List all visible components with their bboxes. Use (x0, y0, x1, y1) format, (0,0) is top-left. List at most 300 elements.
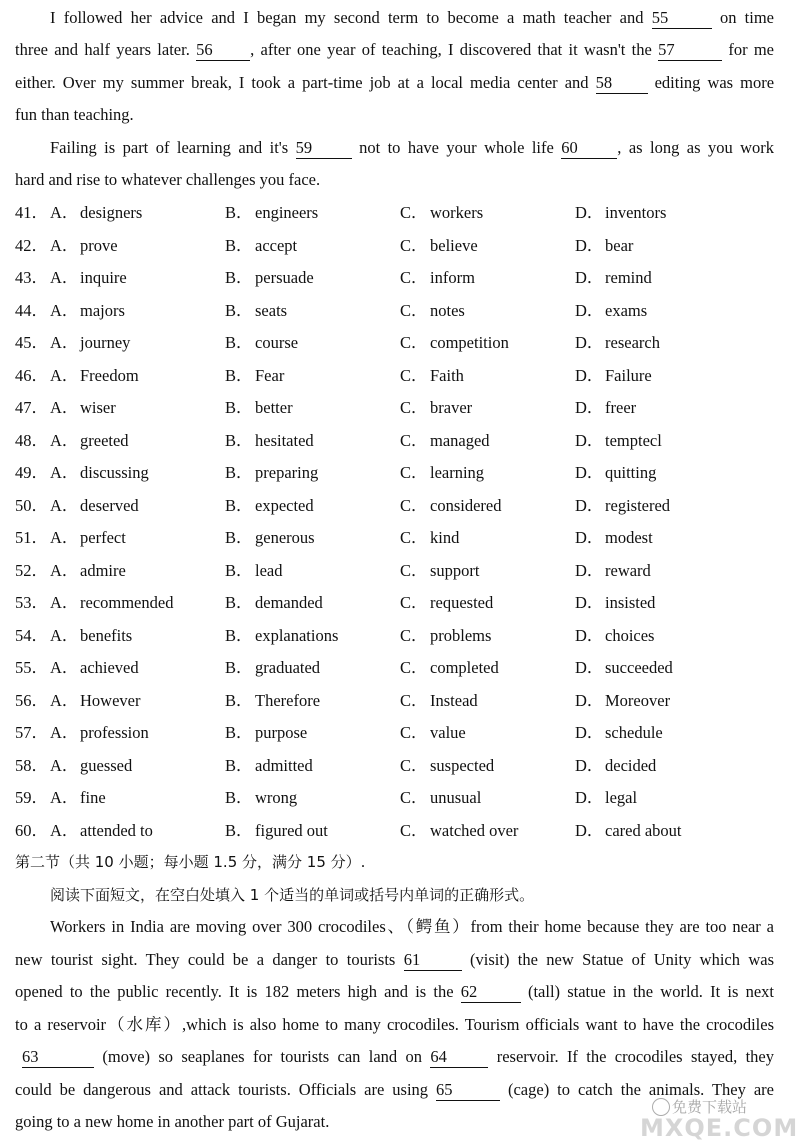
option-letter: B． (225, 203, 253, 222)
option-text: requested (430, 593, 494, 612)
blank-64: 64 (430, 1047, 488, 1068)
question-number: 54． (15, 626, 48, 645)
text: three and half years later. (15, 40, 190, 59)
blank-63: 63 (22, 1047, 94, 1068)
option-text: guessed (80, 756, 133, 775)
option-text: accept (255, 236, 298, 255)
option-text: cared about (605, 821, 682, 840)
option-letter: A． (50, 528, 79, 547)
option-b (225, 559, 282, 583)
option-text: competition (430, 333, 509, 352)
option-text: problems (430, 626, 492, 645)
option-letter: A． (50, 626, 79, 645)
question-number: 44． (15, 301, 48, 320)
option-text: bear (605, 236, 634, 255)
option-letter: D． (575, 398, 604, 417)
option-b (225, 656, 320, 680)
question-number: 45． (15, 333, 48, 352)
option-a (50, 721, 149, 745)
option-d (575, 591, 655, 615)
option-d (575, 201, 666, 225)
option-letter: D． (575, 626, 604, 645)
question-number: 49． (15, 463, 48, 482)
option-d (575, 364, 652, 388)
option-text: believe (430, 236, 478, 255)
option-d (575, 299, 647, 323)
option-a (50, 396, 116, 420)
option-c (400, 461, 484, 485)
option-text: decided (605, 756, 657, 775)
option-c (400, 819, 518, 843)
option-text: suspected (430, 756, 495, 775)
text: Workers in India are moving over 300 crocodiles、（鳄鱼）from their home because they are too near a (50, 917, 774, 936)
option-letter: B． (225, 463, 253, 482)
option-text: Moreover (605, 691, 671, 710)
option-letter: A． (50, 268, 79, 287)
option-d (575, 786, 637, 810)
option-c (400, 526, 459, 550)
text: new tourist sight. They could be a danger to tourists (15, 950, 396, 969)
question-number: 47． (15, 398, 48, 417)
option-b (225, 364, 284, 388)
option-letter: B． (225, 496, 253, 515)
option-a (50, 364, 139, 388)
blank-59: 59 (296, 138, 352, 159)
option-letter: A． (50, 366, 79, 385)
option-letter: B． (225, 398, 253, 417)
option-text: fine (80, 788, 106, 807)
option-b (225, 624, 338, 648)
option-text: registered (605, 496, 671, 515)
option-text: graduated (255, 658, 321, 677)
option-text: However (80, 691, 141, 710)
option-letter: A． (50, 561, 79, 580)
option-b (225, 396, 293, 420)
option-d (575, 819, 682, 843)
blank-57: 57 (658, 40, 722, 61)
text: could be dangerous and attack tourists. Officials are using (15, 1080, 429, 1099)
option-letter: B． (225, 658, 253, 677)
option-c (400, 396, 472, 420)
option-c (400, 624, 491, 648)
section2-line-4 (15, 1013, 774, 1037)
option-text: learning (430, 463, 485, 482)
option-letter: C． (400, 398, 428, 417)
question-number: 58． (15, 756, 48, 775)
text: for me (728, 40, 775, 59)
text: (visit) the new Statue of Unity which was (470, 950, 775, 969)
option-a (50, 461, 149, 485)
option-a (50, 494, 139, 518)
option-letter: D． (575, 366, 604, 385)
option-letter: D． (575, 463, 604, 482)
option-letter: B． (225, 333, 253, 352)
option-text: wiser (80, 398, 116, 417)
option-text: better (255, 398, 293, 417)
option-letter: A． (50, 301, 79, 320)
option-letter: B． (225, 756, 253, 775)
option-a (50, 201, 142, 225)
option-letter: A． (50, 203, 79, 222)
option-text: inform (430, 268, 475, 287)
option-letter: B． (225, 561, 253, 580)
option-c (400, 656, 499, 680)
question-number: 52． (15, 561, 48, 580)
option-text: admitted (255, 756, 313, 775)
option-d (575, 754, 656, 778)
option-b (225, 331, 298, 355)
option-a (50, 299, 125, 323)
option-letter: B． (225, 626, 253, 645)
option-text: exams (605, 301, 648, 320)
option-a (50, 624, 132, 648)
option-letter: C． (400, 528, 428, 547)
question-number: 43． (15, 268, 48, 287)
option-b (225, 266, 314, 290)
option-letter: A． (50, 788, 79, 807)
option-text: wrong (255, 788, 298, 807)
option-letter: D． (575, 236, 604, 255)
passage-line-2 (15, 38, 774, 62)
option-text: demanded (255, 593, 323, 612)
option-letter: D． (575, 723, 604, 742)
option-text: Faith (430, 366, 464, 385)
option-text: preparing (255, 463, 319, 482)
blank-61: 61 (404, 950, 462, 971)
option-b (225, 689, 320, 713)
option-text: benefits (80, 626, 133, 645)
option-text: legal (605, 788, 638, 807)
option-letter: A． (50, 236, 79, 255)
option-c (400, 754, 494, 778)
option-c (400, 234, 478, 258)
option-d (575, 494, 670, 518)
option-c (400, 299, 465, 323)
option-letter: C． (400, 301, 428, 320)
text: opened to the public recently. It is 182 meters high and is the (15, 982, 454, 1001)
option-c (400, 559, 480, 583)
option-letter: D． (575, 691, 604, 710)
question-number: 59． (15, 788, 48, 807)
option-text: explanations (255, 626, 339, 645)
watermark-site: 免费下载站 (672, 1098, 748, 1116)
option-b (225, 429, 314, 453)
option-letter: B． (225, 788, 253, 807)
option-text: Failure (605, 366, 652, 385)
option-letter: D． (575, 821, 604, 840)
blank-56: 56 (196, 40, 250, 61)
option-text: notes (430, 301, 465, 320)
option-text: prove (80, 236, 118, 255)
option-letter: B． (225, 236, 253, 255)
option-letter: B． (225, 301, 253, 320)
section2-instruction: 阅读下面短文，在空白处填入 1 个适当的单词或括号内单词的正确形式。 (50, 886, 535, 904)
option-text: modest (605, 528, 653, 547)
option-letter: B． (225, 691, 253, 710)
option-letter: D． (575, 301, 604, 320)
option-a (50, 331, 130, 355)
question-number: 41． (15, 203, 48, 222)
option-letter: A． (50, 431, 79, 450)
option-letter: D． (575, 593, 604, 612)
option-text: figured out (255, 821, 328, 840)
option-text: inquire (80, 268, 127, 287)
option-text: reward (605, 561, 651, 580)
text: , as long as you work (617, 138, 775, 157)
option-a (50, 591, 173, 615)
option-letter: D． (575, 203, 604, 222)
option-letter: B． (225, 431, 253, 450)
option-c (400, 201, 483, 225)
option-text: kind (430, 528, 460, 547)
option-text: completed (430, 658, 499, 677)
option-letter: D． (575, 268, 604, 287)
option-b (225, 234, 297, 258)
option-text: majors (80, 301, 125, 320)
question-number: 51． (15, 528, 48, 547)
option-letter: D． (575, 561, 604, 580)
option-text: value (430, 723, 466, 742)
option-letter: C． (400, 431, 428, 450)
option-b (225, 819, 328, 843)
option-c (400, 494, 501, 518)
option-letter: C． (400, 626, 428, 645)
option-letter: B． (225, 268, 253, 287)
option-text: deserved (80, 496, 139, 515)
question-number: 50． (15, 496, 48, 515)
passage-line-1 (50, 6, 774, 30)
section2-line-5 (22, 1045, 774, 1069)
option-d (575, 331, 660, 355)
option-letter: C． (400, 593, 428, 612)
option-letter: C． (400, 723, 428, 742)
option-c (400, 364, 464, 388)
option-letter: C． (400, 496, 428, 515)
option-c (400, 591, 493, 615)
option-d (575, 559, 651, 583)
option-b (225, 461, 318, 485)
option-b (225, 591, 323, 615)
option-text: admire (80, 561, 126, 580)
option-a (50, 689, 140, 713)
question-number: 53． (15, 593, 48, 612)
option-letter: A． (50, 463, 79, 482)
option-c (400, 721, 466, 745)
option-letter: C． (400, 821, 428, 840)
option-letter: A． (50, 658, 79, 677)
option-d (575, 461, 656, 485)
section2-line-3 (15, 980, 774, 1004)
option-letter: A． (50, 691, 79, 710)
option-a (50, 786, 106, 810)
option-letter: D． (575, 658, 604, 677)
option-c (400, 689, 478, 713)
text: either. Over my summer break, I took a part-time job at a local media center and (15, 73, 589, 92)
option-letter: A． (50, 723, 79, 742)
option-text: persuade (255, 268, 314, 287)
option-text: research (605, 333, 660, 352)
option-text: managed (430, 431, 490, 450)
option-b (225, 201, 318, 225)
option-letter: C． (400, 333, 428, 352)
option-a (50, 429, 129, 453)
option-letter: B． (225, 821, 253, 840)
option-letter: A． (50, 756, 79, 775)
question-number: 42． (15, 236, 48, 255)
blank-58: 58 (596, 73, 648, 94)
option-text: Fear (255, 366, 285, 385)
option-text: inventors (605, 203, 667, 222)
option-text: engineers (255, 203, 319, 222)
option-letter: D． (575, 756, 604, 775)
option-text: lead (255, 561, 283, 580)
option-d (575, 429, 662, 453)
option-text: choices (605, 626, 655, 645)
option-text: schedule (605, 723, 663, 742)
option-text: remind (605, 268, 652, 287)
option-c (400, 429, 490, 453)
passage-line-6: hard and rise to whatever challenges you face. (15, 170, 321, 189)
passage-line-5 (50, 136, 774, 160)
option-a (50, 559, 126, 583)
option-letter: D． (575, 431, 604, 450)
option-a (50, 819, 153, 843)
option-letter: C． (400, 691, 428, 710)
option-text: purpose (255, 723, 308, 742)
option-text: attended to (80, 821, 153, 840)
option-letter: B． (225, 723, 253, 742)
text: I followed her advice and I began my second term to become a math teacher and (50, 8, 644, 27)
option-letter: D． (575, 496, 604, 515)
blank-55: 55 (652, 8, 712, 29)
section2-heading: 第二节（共 10 小题；每小题 1.5 分，满分 15 分）. (15, 853, 366, 871)
option-text: perfect (80, 528, 126, 547)
option-text: course (255, 333, 299, 352)
text: (move) so seaplanes for tourists can land on (102, 1047, 423, 1066)
text: Failing is part of learning and it's (50, 138, 289, 157)
option-letter: B． (225, 593, 253, 612)
option-letter: A． (50, 593, 79, 612)
option-letter: C． (400, 236, 428, 255)
option-letter: C． (400, 268, 428, 287)
option-text: Freedom (80, 366, 139, 385)
option-d (575, 656, 673, 680)
section2-line-7: going to a new home in another part of Gujarat. (15, 1112, 330, 1131)
option-b (225, 721, 307, 745)
option-b (225, 526, 315, 550)
option-letter: B． (225, 366, 253, 385)
option-text: temptecl (605, 431, 662, 450)
option-text: profession (80, 723, 149, 742)
section2-line-1 (50, 915, 774, 939)
option-text: achieved (80, 658, 139, 677)
option-d (575, 624, 654, 648)
blank-65: 65 (436, 1080, 500, 1101)
option-b (225, 786, 297, 810)
option-text: considered (430, 496, 502, 515)
blank-60: 60 (561, 138, 617, 159)
blank-62: 62 (461, 982, 521, 1003)
option-letter: C． (400, 561, 428, 580)
option-text: succeeded (605, 658, 673, 677)
text: to a reservoir（水库）,which is also home to many crocodiles. Tourism officials want to have the crocodiles (15, 1015, 774, 1034)
section2-line-2 (15, 948, 774, 972)
section2-line-6 (15, 1078, 774, 1102)
option-c (400, 786, 481, 810)
option-text: expected (255, 496, 314, 515)
option-text: generous (255, 528, 315, 547)
text: reservoir. If the crocodiles stayed, they (496, 1047, 774, 1066)
text: on time (719, 8, 775, 27)
option-text: Instead (430, 691, 478, 710)
option-letter: A． (50, 496, 79, 515)
option-text: discussing (80, 463, 149, 482)
option-text: quitting (605, 463, 657, 482)
option-text: unusual (430, 788, 482, 807)
option-letter: A． (50, 333, 79, 352)
option-text: seats (255, 301, 288, 320)
text: editing was more (654, 73, 775, 92)
text: , after one year of teaching, I discovered that it wasn't the (250, 40, 652, 59)
option-text: hesitated (255, 431, 314, 450)
passage-line-4: fun than teaching. (15, 105, 134, 124)
option-a (50, 526, 126, 550)
option-text: support (430, 561, 480, 580)
option-letter: C． (400, 788, 428, 807)
question-number: 55． (15, 658, 48, 677)
option-letter: C． (400, 756, 428, 775)
option-a (50, 234, 118, 258)
option-c (400, 331, 509, 355)
option-text: insisted (605, 593, 656, 612)
option-letter: D． (575, 333, 604, 352)
passage-line-3 (15, 71, 774, 95)
question-number: 60． (15, 821, 48, 840)
option-letter: A． (50, 398, 79, 417)
option-letter: B． (225, 528, 253, 547)
option-d (575, 234, 633, 258)
option-text: greeted (80, 431, 129, 450)
option-b (225, 494, 314, 518)
option-letter: C． (400, 658, 428, 677)
option-letter: A． (50, 821, 79, 840)
option-letter: C． (400, 463, 428, 482)
option-text: braver (430, 398, 473, 417)
option-c (400, 266, 475, 290)
option-letter: D． (575, 528, 604, 547)
option-letter: C． (400, 203, 428, 222)
option-a (50, 754, 132, 778)
text: (cage) to catch the animals. They are (507, 1080, 774, 1099)
option-a (50, 266, 127, 290)
option-text: designers (80, 203, 143, 222)
option-text: freer (605, 398, 637, 417)
option-text: journey (80, 333, 131, 352)
option-letter: C． (400, 366, 428, 385)
option-text: recommended (80, 593, 174, 612)
text: not to have your whole life (359, 138, 554, 157)
question-number: 48． (15, 431, 48, 450)
option-d (575, 396, 636, 420)
option-a (50, 656, 139, 680)
option-d (575, 266, 652, 290)
question-number: 56． (15, 691, 48, 710)
question-number: 46． (15, 366, 48, 385)
option-text: watched over (430, 821, 519, 840)
option-b (225, 299, 287, 323)
option-text: Therefore (255, 691, 321, 710)
option-text: workers (430, 203, 484, 222)
